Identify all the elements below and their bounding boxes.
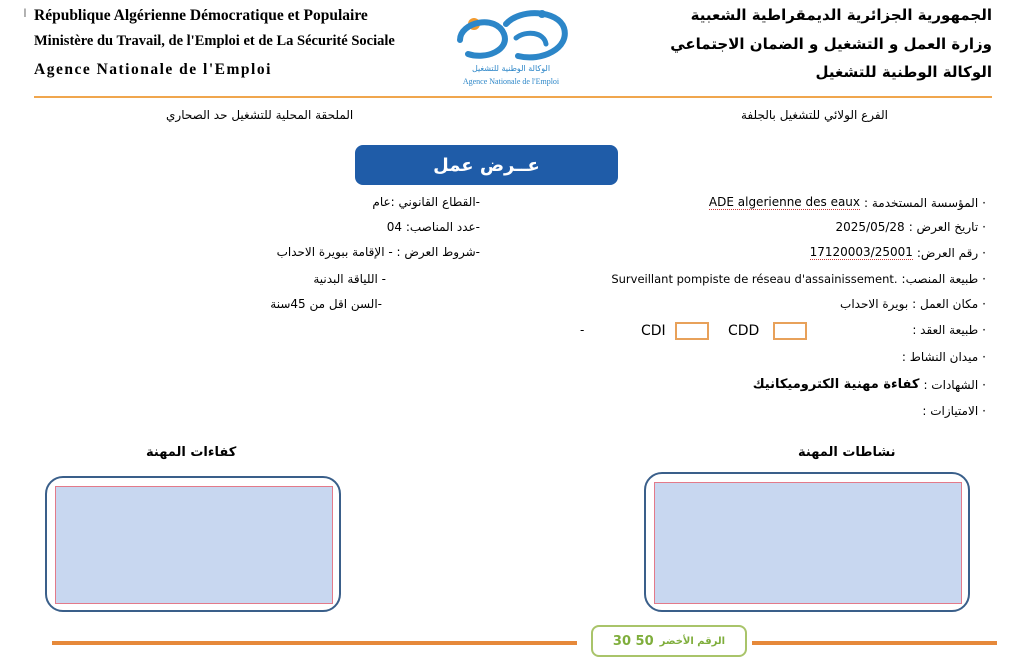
- bullet: ·: [982, 404, 986, 418]
- activities-panel-content[interactable]: [654, 482, 962, 604]
- header-fr-line3: Agence Nationale de l'Emploi: [34, 61, 272, 78]
- place-label: مكان العمل :: [912, 297, 979, 311]
- employer-label: المؤسسة المستخدمة :: [864, 195, 979, 210]
- cdd-label: CDD: [728, 323, 760, 339]
- diplomas-label: الشهادات :: [923, 377, 979, 392]
- privileges-label: الامتيازات :: [922, 404, 979, 418]
- footer-divider-left: [52, 641, 577, 645]
- place-value: بويرة الاحداب: [840, 297, 909, 311]
- skills-panel: [45, 476, 341, 612]
- bullet: ·: [982, 323, 986, 337]
- cdd-checkbox[interactable]: [773, 322, 807, 340]
- header-divider: [34, 96, 992, 98]
- green-number-badge: [591, 625, 747, 657]
- fitness-field: - اللياقة البدنية: [313, 272, 386, 286]
- bullet: ·: [982, 245, 986, 260]
- date-row: [836, 220, 986, 234]
- age-field: -السن اقل من 45سنة: [270, 297, 382, 311]
- number-row: [810, 245, 986, 260]
- post-label: طبيعة المنصب:: [901, 272, 979, 286]
- contract-row: [912, 323, 986, 337]
- employer-row: [709, 195, 986, 210]
- logo-fr-text: Agence Nationale de l'Emploi: [462, 77, 560, 86]
- number-label: رقم العرض:: [916, 245, 979, 260]
- bullet: ·: [982, 272, 986, 286]
- bullet: ·: [982, 350, 986, 364]
- header-ar-line3: الوكالة الوطنية للتشغيل: [815, 63, 992, 81]
- activities-title: نشاطات المهنة: [798, 445, 896, 460]
- activities-panel: [644, 472, 970, 612]
- post-row: [611, 272, 986, 286]
- posts-field: -عدد المناصب: 04: [386, 220, 480, 234]
- diplomas-row: [753, 377, 986, 392]
- logo-ar-text: الوكالة الوطنية للتشغيل: [471, 64, 551, 73]
- contract-dash: -: [580, 323, 585, 337]
- date-value: 2025/05/28: [835, 220, 905, 234]
- place-row: [840, 297, 986, 311]
- skills-title: كفاءات المهنة: [146, 445, 237, 460]
- bullet: ·: [982, 195, 986, 210]
- branch-left: الملحقة المحلية للتشغيل حد الصحاري: [166, 108, 354, 122]
- bullet: ·: [982, 377, 986, 392]
- agency-logo: [446, 4, 576, 92]
- logo-icon: [446, 4, 576, 70]
- green-number-value: 30 50: [612, 633, 654, 649]
- skills-panel-content[interactable]: [55, 486, 333, 604]
- activity-row: [902, 350, 986, 364]
- post-value: Surveillant pompiste de réseau d'assainissement.: [611, 272, 898, 286]
- conditions-field: -شروط العرض : - الإقامة ببويرة الاحداب: [276, 245, 480, 259]
- bullet: ·: [982, 220, 986, 234]
- corner-mark: |: [24, 7, 26, 17]
- footer-divider-right: [752, 641, 997, 645]
- cdi-label: CDI: [641, 323, 666, 339]
- contract-label: طبيعة العقد :: [912, 323, 979, 337]
- diplomas-value: كفاءة مهنية الكتروميكانيك: [752, 377, 920, 392]
- privileges-row: [922, 404, 986, 418]
- activity-label: ميدان النشاط :: [901, 350, 979, 364]
- date-label: تاريخ العرض :: [908, 220, 979, 234]
- offer-title: عــرض عمل: [355, 145, 618, 185]
- sector-field: -القطاع القانوني :عام: [372, 195, 480, 209]
- cdi-checkbox[interactable]: [675, 322, 709, 340]
- bullet: ·: [982, 297, 986, 311]
- header-ar-line2: وزارة العمل و التشغيل و الضمان الاجتماعي: [670, 35, 992, 53]
- green-number-label: الرقم الأخضر: [659, 635, 726, 647]
- header-fr-line1: République Algérienne Démocratique et Populaire: [34, 7, 368, 24]
- branch-right: الفرع الولائي للتشغيل بالجلفة: [741, 108, 888, 122]
- number-value: 17120003/25001: [809, 245, 913, 259]
- header-fr-line2: Ministère du Travail, de l'Emploi et de La Sécurité Sociale: [34, 33, 395, 49]
- header-ar-line1: الجمهورية الجزائرية الديمقراطية الشعبية: [690, 6, 992, 24]
- employer-value: ADE algerienne des eaux: [708, 195, 861, 209]
